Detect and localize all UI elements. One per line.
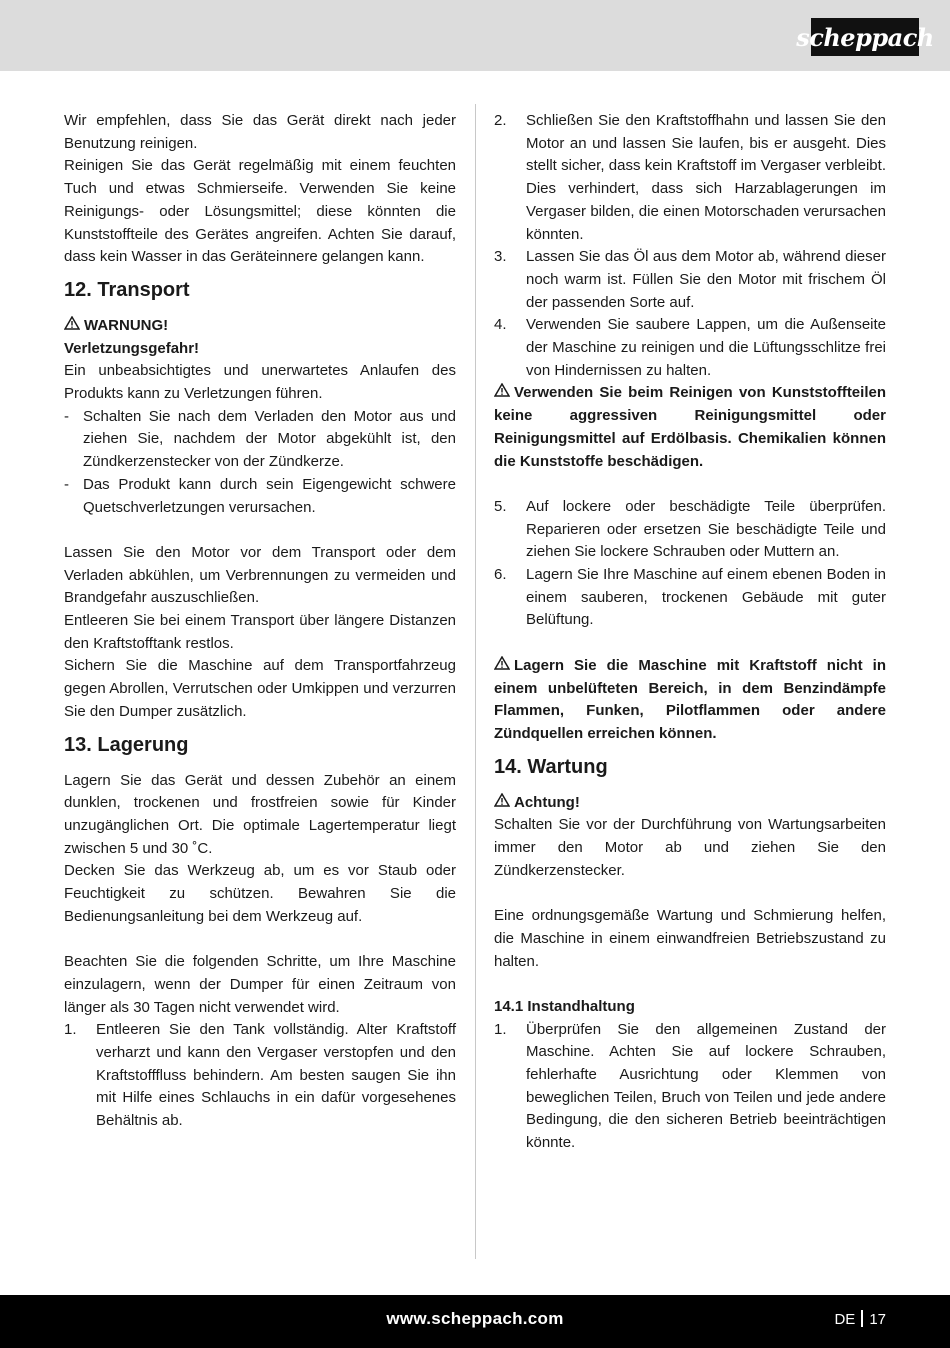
numbered-list-item (494, 314, 886, 382)
list-number: 3. (494, 248, 507, 266)
section-14-1-heading: 14.1 Instandhaltung (494, 997, 635, 1015)
left-column (64, 110, 456, 1133)
section-14-heading: 14. Wartung (494, 755, 608, 778)
footer-website-link[interactable]: www.scheppach.com (386, 1309, 564, 1328)
warning-triangle-icon (64, 315, 81, 338)
list-number: 6. (494, 566, 507, 584)
storage-paragraph-3: Beachten Sie die folgenden Schritte, um Ihre Maschine einzulagern, wenn der Dumper für einen Zeitraum von länger als 30 Tagen nicht verwendet wird. (64, 953, 456, 1016)
list-item-text: Lassen Sie das Öl aus dem Motor ab, während dieser noch warm ist. Füllen Sie den Motor mit frischem Öl der passenden Sorte auf. (526, 248, 886, 311)
attention-label: Achtung! (514, 793, 580, 811)
caution-note-1-text: Verwenden Sie beim Reinigen von Kunststoffteilen keine aggressiven Reinigungsmittel oder Reinigungsmittel auf Erdölbasis. Chemikalien können die Kunststoffe beschädigen. (494, 384, 886, 470)
section-13-heading: 13. Lagerung (64, 733, 189, 756)
caution-note-2-text: Lagern Sie die Maschine mit Kraftstoff nicht in einem unbelüfteten Bereich, in dem Benzindämpfe Flammen, Funken, Pilotflammen oder andere Zündquellen erreichen können. (494, 656, 886, 742)
list-item-text: Auf lockere oder beschädigte Teile überprüfen. Reparieren oder ersetzen Sie beschädigte Teile und ziehen Sie lockere Schrauben oder Muttern an. (526, 497, 886, 561)
dash-item-text: Schalten Sie nach dem Verladen den Motor aus und ziehen Sie, nachdem der Motor abgekühlt ist, den Zündkerzenstecker von der Zündkerze. (83, 407, 456, 471)
intro-paragraph-2: Reinigen Sie das Gerät regelmäßig mit einem feuchten Tuch und etwas Schmierseife. Verwenden Sie keine Reinigungs- oder Lösungsmittel; diese könnten die Kunststoffteile des Gerätes angreifen. Achten Sie darauf, dass kein Wasser in das Geräteinnere gelangen kann. (64, 157, 456, 266)
list-number: 1. (64, 1021, 77, 1039)
numbered-list-item (494, 496, 886, 564)
numbered-list-item (494, 564, 886, 632)
caution-note-1 (494, 382, 886, 473)
list-number: 2. (494, 112, 507, 129)
scheppach-logo: scheppach (811, 18, 919, 56)
numbered-list-item (494, 246, 886, 314)
dash-bullet: - (64, 475, 69, 493)
numbered-list-item (64, 1019, 456, 1133)
column-divider (475, 104, 476, 1259)
list-number: 1. (494, 1020, 507, 1038)
transport-paragraph-2: Entleeren Sie bei einem Transport über längere Distanzen den Kraftstofftank restlos. (64, 612, 456, 652)
list-item-text: Entleeren Sie den Tank vollständig. Alter Kraftstoff verharzt und kann den Vergaser verstopfen und den Kraftstofffluss behindern. Am besten saugen Sie ihn mit Hilfe eines Schlauchs in ein dafür vorgesehenes Behältnis ab. (96, 1021, 456, 1130)
footer-page-indicator (834, 1310, 886, 1328)
list-item-text: Überprüfen Sie den allgemeinen Zustand der Maschine. Achten Sie auf lockere Schrauben, fehlerhafte Ausrichtung oder Klemmen von beweglichen Teilen, Bruch von Teilen und jede andere Bedingung, die den sicheren Betrieb beeinträchtigen könnte. (526, 1020, 886, 1152)
attention-text: Schalten Sie vor der Durchführung von Wartungsarbeiten immer den Motor ab und ziehen Sie den Zündkerzenstecker. (494, 816, 886, 879)
language-code: DE (834, 1311, 856, 1328)
dash-bullet: - (64, 407, 69, 425)
warning-subheading: Verletzungsgefahr! (64, 339, 200, 357)
list-item-text: Schließen Sie den Kraftstoffhahn und lassen Sie den Motor an und lassen Sie laufen, bis er ausgeht. Dies stellt sicher, dass kein Kraftstoff im Vergaser verbleibt. Dies verhindert, dass sich Harzablagerungen im Vergaser bilden, die einen Motorschaden verursachen könnten. (526, 112, 886, 243)
storage-paragraph-1: Lagern Sie das Gerät und dessen Zubehör an einem dunklen, trockenen und frostfreien sowie für Kinder unzugänglichen Ort. Die optimale Lagertemperatur liegt zwischen 5 und 30 ˚C. (64, 771, 456, 857)
numbered-list-item (494, 1019, 886, 1155)
list-item-text: Verwenden Sie saubere Lappen, um die Außenseite der Maschine zu reinigen und die Lüftungsschlitze frei von Hindernissen zu halten. (526, 316, 886, 379)
maintenance-paragraph-1: Eine ordnungsgemäße Wartung und Schmierung helfen, die Maschine in einem einwandfreien Betriebszustand zu halten. (494, 907, 886, 970)
warning-label: WARNUNG! (84, 316, 169, 334)
section-12-heading: 12. Transport (64, 278, 190, 301)
list-item-text: Lagern Sie Ihre Maschine auf einem ebenen Boden in einem sauberen, trockenen Gebäude mit guter Belüftung. (526, 566, 886, 629)
warning-heading (64, 315, 456, 338)
list-number: 5. (494, 497, 507, 515)
warning-text: Ein unbeabsichtigtes und unerwartetes Anlaufen des Produkts kann zu Verletzungen führen. (64, 362, 456, 403)
intro-paragraph-1: Wir empfehlen, dass Sie das Gerät direkt nach jeder Benutzung reinigen. (64, 112, 456, 152)
dash-list-item (64, 406, 456, 474)
transport-paragraph-1: Lassen Sie den Motor vor dem Transport oder dem Verladen abkühlen, um Verbrennungen zu vermeiden und Brandgefahr auszuschließen. (64, 543, 456, 607)
numbered-list-item (494, 110, 886, 246)
page-separator (861, 1310, 863, 1327)
warning-triangle-icon (494, 382, 511, 405)
dash-item-text: Das Produkt kann durch sein Eigengewicht schwere Quetschverletzungen verursachen. (83, 475, 456, 516)
caution-note-2 (494, 655, 886, 746)
page-number: 17 (869, 1311, 886, 1328)
list-number: 4. (494, 316, 507, 334)
dash-list-item (64, 474, 456, 519)
warning-triangle-icon (494, 792, 511, 815)
warning-triangle-icon (494, 655, 511, 678)
attention-heading (494, 792, 886, 815)
storage-paragraph-2: Decken Sie das Werkzeug ab, um es vor Staub oder Feuchtigkeit zu schützen. Bewahren Sie die Bedienungsanleitung bei dem Werkzeug auf. (64, 862, 456, 925)
transport-paragraph-3: Sichern Sie die Maschine auf dem Transportfahrzeug gegen Abrollen, Verrutschen oder Umkippen und verzurren Sie den Dumper zusätzlich. (64, 657, 456, 720)
right-column (494, 110, 886, 1155)
